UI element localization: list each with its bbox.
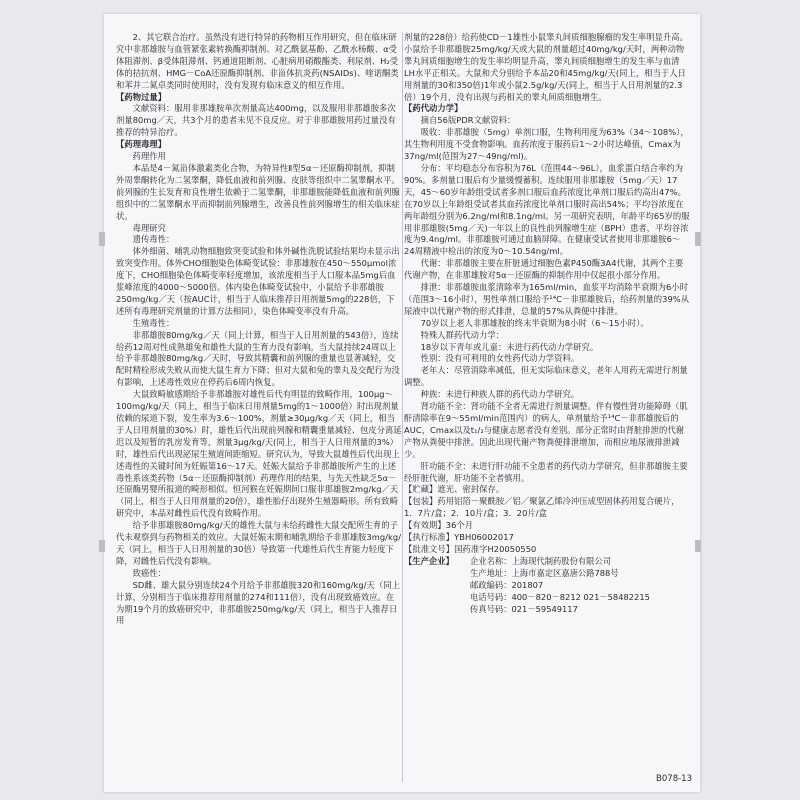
- paragraph: 【贮藏】遮光、密封保存。: [404, 484, 505, 495]
- paragraph: 吸收：非那雄胺（5mg）单剂口服，生物利用度为63%（34～108%），其生物利用度不受食物影响。血药浓度于服药后1～2小时达峰值，Cmax为37ng/ml(范围为27～49ng/ml)。: [404, 127, 689, 162]
- section-heading: 【药代动力学】: [404, 103, 463, 114]
- paragraph: 种族：未进行种族人群的药代动力学研究。: [420, 389, 580, 400]
- paragraph: 肾功能不全：肾功能不全者无需进行剂量调整。伴有慢性肾功能障碍（肌酐清除率在9～55ml/min范围内）的病人，单剂量给予¹⁴C－非那雄胺后的AUC，Cmax以及t₁/₂与健康志愿者没有差别。部分正常时由肾脏排泄的代谢产物从粪便中排泄。因此出现代谢产物粪便排泄增加，而相应地尿液排泄减少。: [404, 401, 688, 459]
- paragraph: 排泄：非那雄胺血浆清除率为165ml/min，血浆平均消除半衰期为6小时（范围3～16小时），男性单剂口服给予¹⁴C－非那雄胺后，给药剂量的39%从尿液中以代谢产物的形式排泄，总量的57%从粪便中排泄。: [404, 282, 690, 316]
- paragraph: 性别：没有可利用的女性药代动力学资料。: [420, 353, 580, 364]
- manufacturer-table: [404, 556, 690, 616]
- right-column: [404, 32, 690, 784]
- paragraph: 【包装】药用铝箔－聚酰胺／铝／聚氯乙烯冷冲压成型固体药用复合硬片，1．7片/盒；2．10片/盒；3．20片/盒: [404, 496, 680, 519]
- paragraph: 70岁以上老人非那雄胺的终末半衰期为8小时（6～15小时）。: [420, 317, 649, 328]
- manufacturer-field-label: 生产地址：: [470, 567, 512, 578]
- paragraph: 【批准文号】国药准字H20050550: [404, 543, 537, 554]
- manufacturer-field-value: 021－59549117: [511, 603, 578, 614]
- left-column: [116, 32, 402, 784]
- paragraph: 非那雄胺80mg/kg／天（同上计算，相当于人日用剂量的543倍），连续给药12周对性成熟雄兔和雄性大鼠的生育力没有影响。当大鼠持续24周以上给予非那雄胺80mg/kg／天时，导致其精囊和前列腺的重量也显著减轻，交配时精栓形成失败从而使大鼠生育力下降；但对大鼠和兔的睾丸及交配行为没有影响，上述毒性效应在停药后6周内恢复。: [116, 329, 400, 388]
- leaflet-page: [104, 14, 700, 792]
- paragraph: 本品是4－氮甾体激素类化合物，为特异性Ⅱ型5α－还原酶抑制剂，抑制外周睾酮转化为二氢睾酮，降低血液和前列腺、皮肤等组织中二氢睾酮水平。前列腺的生长发育和良性增生依赖于二氢睾酮，非那雄胺能降低血液和前列腺组织中的二氢睾酮水平而抑制前列腺增生，改善良性前列腺增生的相关临床症状。: [116, 162, 400, 221]
- paragraph: 肝功能不全：未进行肝功能不全患者的药代动力学研究，但非那雄胺主要经肝脏代谢，肝功能不全者慎用。: [404, 460, 688, 483]
- print-code: B078-13: [656, 774, 692, 784]
- manufacturer-field-value: 上海现代制药股份有限公司: [511, 555, 612, 566]
- column-divider: [402, 32, 403, 782]
- paragraph: 18岁以下青年或儿童：未进行药代动力学研究。: [420, 341, 599, 352]
- manufacturer-field-value: 400－820－8212 021－58482215: [511, 591, 650, 602]
- paragraph: 给予非那雄胺80mg/kg/天的雄性大鼠与未给药雌性大鼠交配所生育的子代未观察到与药物相关的效应。大鼠妊娠末期和哺乳期给予非那雄胺3mg/kg/天（同上，相当于人日用剂量的30倍）导致第一代雄性后代生育能力轻度下降，对雌性后代没有影响。: [116, 520, 402, 566]
- paragraph: 毒理研究: [132, 222, 166, 233]
- manufacturer-field-label: 电话号码：: [470, 591, 512, 602]
- fold-mark: [695, 540, 701, 552]
- paragraph: 摘自56版PDR文献资料：: [420, 115, 516, 126]
- paragraph: 特殊人群药代动力学：: [420, 329, 505, 340]
- manufacturer-field-label: 邮政编码：: [470, 579, 512, 590]
- fold-mark: [99, 540, 105, 552]
- manufacturer-field-label: 传真号码：: [470, 603, 512, 614]
- manufacturer-heading: 【生产企业】: [404, 555, 454, 566]
- fold-mark: [99, 232, 105, 246]
- manufacturer-field-value: 201807: [511, 579, 544, 590]
- paragraph: 代谢：非那雄胺主要在肝脏通过细胞色素P450酶3A4代谢，其两个主要代谢产物，在非那雄胺对5α－还原酶的抑制作用中仅起很小部分作用。: [404, 258, 684, 281]
- paragraph: 生殖毒性：: [132, 317, 175, 328]
- paragraph: 大鼠致畸敏感期给予非那雄胺对雄性后代有明显的致畸作用，100μg～100mg/kg/天（同上，相当于临床日用剂量5mg的1～1000倍）时出现剂量依赖的尿道下裂，发生率为3.6～100%，剂量≥30μg/kg／天（同上，相当于人日用剂量的30%）时，雄性后代出现前列腺和精囊重量减轻、包皮分离延迟以及短暂的乳房发育等，剂量3μg/kg/天(同上，相当于人日用剂量的3%）时，雄性后代出现泌尿生殖道间距缩短。研究认为，导致大鼠雄性后代出现上述毒性的关键时间为妊娠第16～17天。妊娠大鼠给予非那雄胺所产生的上述毒性系该类药物（5α－还原酶抑制剂）药理作用的结果，与先天性缺乏5α－还原酶男婴所报道的畸形相似。恒河猴在妊娠期间口服非那雄胺2mg/kg／天（同上，相当于人日用剂量的20倍），雄性胎仔出现外生殖器畸形。所有致畸研究中，本品对雌性后代没有致畸作用。: [116, 389, 402, 519]
- paragraph: 致癌性：: [132, 567, 166, 578]
- paragraph: 【执行标准】YBH06002017: [404, 532, 514, 543]
- paragraph: SD雌、雄大鼠分别连续24个月给予非那雄胺320和160mg/kg/天（同上计算，分别相当于临床推荐用剂量的274和111倍），没有出现致癌效应。在为期19个月的致癌研究中，非那雄胺250mg/kg/天（同上，相当于人推荐日用: [116, 579, 400, 626]
- manufacturer-field-label: 企业名称：: [470, 555, 512, 566]
- paragraph: 2、其它联合治疗。虽然没有进行特异的药物相互作用研究，但在临床研究中非那雄胺与血管紧张素转换酶抑制剂、对乙酰氨基酚、乙酰水杨酸、α受体阻滞剂、β受体阻滞剂、钙通道阻断剂、心脏病用硝酸酯类、利尿剂、H₂受体的拮抗剂、HMG－CoA还原酶抑制剂、非甾体抗炎药(NSAIDs)、喹诺酮类和苯并二氮卓类同时使用时，没有发现有临床意义的相互作用。: [116, 32, 399, 90]
- section-heading: 【药物过量】: [116, 91, 167, 102]
- paragraph: 文献资料：服用非那雄胺单次剂量高达400mg，以及服用非那雄胺多次剂量80mg／天，共3个月的患者未见不良反应。对于非那雄胺用药过量没有推荐的特异治疗。: [116, 103, 396, 138]
- paragraph: 遗传毒性：: [132, 234, 175, 245]
- paragraph: 体外细菌、哺乳动物细胞致突变试验和体外碱性洗脱试验结果均未显示出致突变作用。体外CHO细胞染色体畸变试验：非那雄胺在450～550μmol浓度下，CHO细胞染色体畸变率轻度增加，该浓度相当于人口服本品5mg后血浆峰浓度的4000～5000倍。体内染色体畸变试验中，小鼠给予非那雄胺250mg/kg／天（按AUC计，相当于人临床推荐日用剂量5mg的228倍，下述所有毒理研究剂量的计算方法相同），染色体畸变率没有升高。: [116, 246, 400, 316]
- paragraph: 分布：平均稳态分布容积为76L（范围44～96L），血浆蛋白结合率约为90%。多剂量口服后有少量缓慢蓄积。连续服用非那雄胺（5mg／天）17天，45～60岁年龄组受试者多剂口服后血药浓度比单剂口服后约高出47%。在70岁以上年龄组受试者其血药浓度比单剂口服时高出54%；平均谷浓度在两年龄组分别为6.2ng/ml和8.1ng/ml。另一项研究表明，年龄平均65岁的服用非那雄胺(5mg／天)一年以上的良性前列腺增生症（BPH）患者，平均谷浓度为9.4ng/ml。非那雄胺可通过血脑屏障。在健康受试者使用非那雄胺6～24周精液中检出的浓度为0～10.54ng/ml。: [404, 162, 690, 257]
- fold-mark: [695, 232, 701, 246]
- section-heading: 【药理毒理】: [116, 139, 167, 150]
- paragraph: 药理作用: [132, 151, 166, 162]
- paragraph: 剂量的228倍）给药使CD－1雄性小鼠睾丸间质细胞腺瘤的发生率明显升高。小鼠给予非那雄胺25mg/kg/天或大鼠的剂量超过40mg/kg/天时，两种动物睾丸间质细胞增生的发生率均明显升高，睾丸间质细胞增生的发生率与血清LH水平正相关。大鼠和犬分别给予本品20和45mg/kg/天(同上，相当于人日用剂量的30和350倍)1年或小鼠2.5g/kg/天(同上，相当于人日用剂量的2.3倍）19个月，没有出现与药相关的睾丸间质细胞增生。: [404, 32, 689, 102]
- manufacturer-field-value: 上海市嘉定区嘉唐公路788号: [511, 567, 619, 578]
- paragraph: 老年人：尽管消除率减低，但无实际临床意义，老年人用药无需进行剂量调整。: [404, 365, 688, 388]
- paragraph: 【有效期】36个月: [404, 520, 474, 531]
